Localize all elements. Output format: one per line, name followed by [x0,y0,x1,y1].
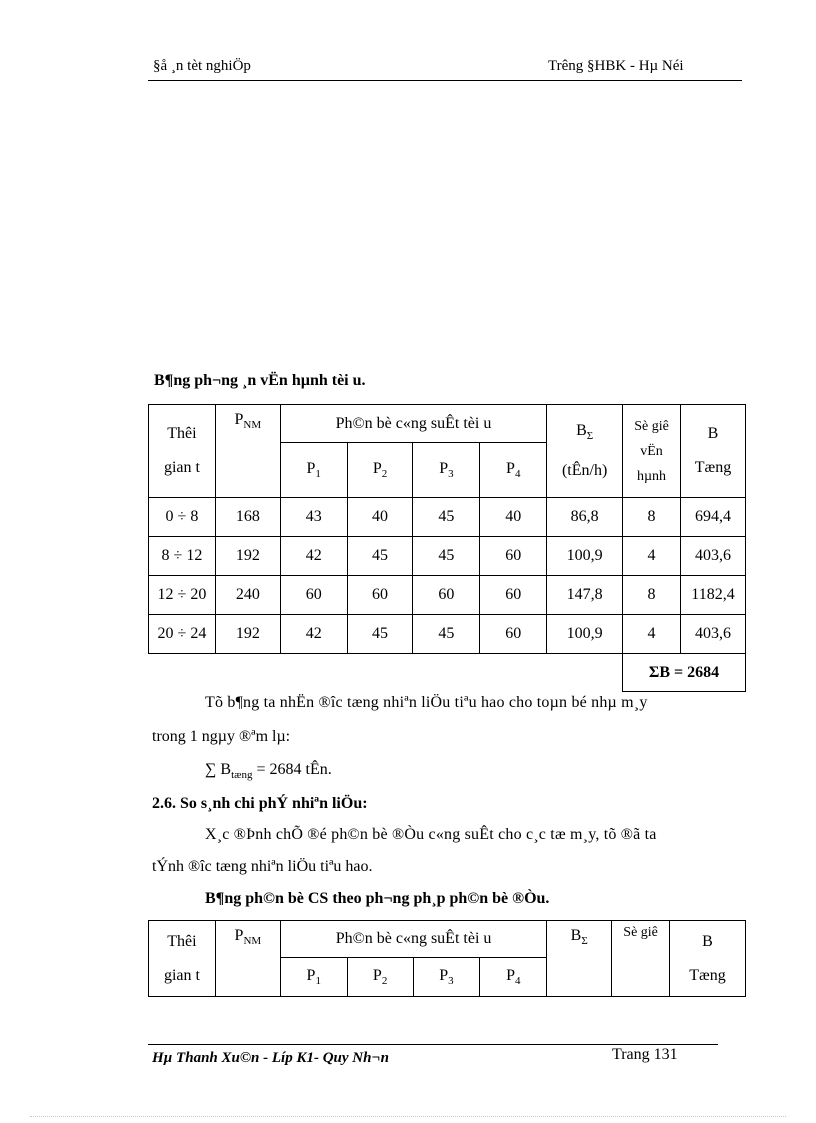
cell-hours: 4 [623,615,681,654]
col-btotal-header: B Tæng [680,405,745,498]
cell-p1: 43 [280,498,347,537]
table-row [149,615,746,654]
cell-time: 20 ÷ 24 [149,615,216,654]
col-p3-header: $P_3$ [413,443,480,498]
footer-divider [148,1044,718,1045]
table1-title: B¶ng ph¬ng ¸n vËn hµnh tèi u. [154,372,366,389]
cell-p1: 42 [280,615,347,654]
cell-hours: 8 [623,576,681,615]
table2-title: B¶ng ph©n bè CS theo ph¬ng ph¸p ph©n bè ®Òu. [205,890,550,907]
cell-bsigma: 147,8 [547,576,623,615]
col-btotal-header: B Tæng [670,921,746,997]
cell-p2: 45 [347,615,413,654]
cell-bsigma: 86,8 [547,498,623,537]
col-distribution-header: Ph©n bè c«ng suÊt tèi u [280,921,546,958]
sum-spacer [149,654,623,692]
col-distribution-header: Ph©n bè c«ng suÊt tèi u [280,405,546,443]
col-pnm-header: $P_{NM}$ [215,921,280,997]
col-bsigma-header: $B_\Sigma$ (tÊn/h) [547,405,623,498]
col-p1-header: $P_1$ [280,958,347,997]
footer-author: Hµ Thanh Xu©n - Líp K1- Quy Nh¬n [152,1050,389,1066]
total-fuel-formula: ∑ $B_{tæng} = 2684$ tÊn. [205,761,332,782]
col-p4-header: $P_4$ [480,958,547,997]
table2-header-row [149,921,746,958]
col-p2-header: $P_2$ [347,443,413,498]
cell-p4: 60 [480,615,547,654]
cell-btotal: 694,4 [680,498,745,537]
col-p2-header: $P_2$ [347,958,413,997]
cell-hours: 8 [623,498,681,537]
cell-bsigma: 100,9 [547,615,623,654]
cell-p3: 45 [413,498,480,537]
table1-header-row [149,405,746,443]
col-hours-header: Sè giê [612,921,670,997]
cell-hours: 4 [623,537,681,576]
cell-pnm: 192 [215,537,280,576]
col-bsigma-header: $B_\Sigma$ [547,921,612,997]
cell-pnm: 192 [215,615,280,654]
col-pnm-header: $P_{NM}$ [215,405,280,498]
page-number: Trang 131 [612,1046,678,1063]
cell-time: 0 ÷ 8 [149,498,216,537]
cell-bsigma: 100,9 [547,537,623,576]
col-time-header: Thêi gian t [149,921,216,997]
cell-btotal: 1182,4 [680,576,745,615]
header-thesis-label: §å ¸n tèt nghiÖp [153,58,251,74]
cell-pnm: 168 [215,498,280,537]
cell-p2: 60 [347,576,413,615]
paragraph-1-line-1: Tõ b¶ng ta nhËn ®îc tæng nhiªn liÖu tiªu hao cho toµn bé nhµ m¸y [205,694,648,711]
cell-p1: 60 [280,576,347,615]
cell-time: 8 ÷ 12 [149,537,216,576]
cell-pnm: 240 [215,576,280,615]
paragraph-2-line-1: X¸c ®Þnh chÕ ®é ph©n bè ®Òu c«ng suÊt cho c¸c tæ m¸y, tõ ®ã ta [205,826,657,843]
cell-p4: 40 [480,498,547,537]
col-time-header: Thêi gian t [149,405,216,498]
cell-p3: 45 [413,615,480,654]
table-row [149,498,746,537]
section-2-6-heading: 2.6. So s¸nh chi phÝ nhiªn liÖu: [152,795,368,812]
page-edge [30,1116,786,1117]
header-university: Trêng §HBK - Hµ Néi [548,58,684,74]
cell-p3: 45 [413,537,480,576]
cell-p1: 42 [280,537,347,576]
cell-time: 12 ÷ 20 [149,576,216,615]
table-row [149,576,746,615]
operation-table [148,404,746,692]
cell-btotal: 403,6 [680,615,745,654]
col-p3-header: $P_3$ [413,958,480,997]
cell-p4: 60 [480,576,547,615]
header-divider [148,80,742,81]
table1-sum-row [149,654,746,692]
cell-p4: 60 [480,537,547,576]
cell-p2: 45 [347,537,413,576]
cell-p3: 60 [413,576,480,615]
equal-distribution-table [148,920,746,997]
sum-cell: ΣB = 2684 [623,654,746,692]
table-row [149,537,746,576]
cell-p2: 40 [347,498,413,537]
col-hours-header: Sè giê vËn hµnh [623,405,681,498]
paragraph-1-line-2: trong 1 ngµy ®ªm lµ: [152,728,291,745]
col-p4-header: $P_4$ [480,443,547,498]
cell-btotal: 403,6 [680,537,745,576]
paragraph-2-line-2: tÝnh ®îc tæng nhiªn liÖu tiªu hao. [152,858,373,875]
col-p1-header: $P_1$ [280,443,347,498]
